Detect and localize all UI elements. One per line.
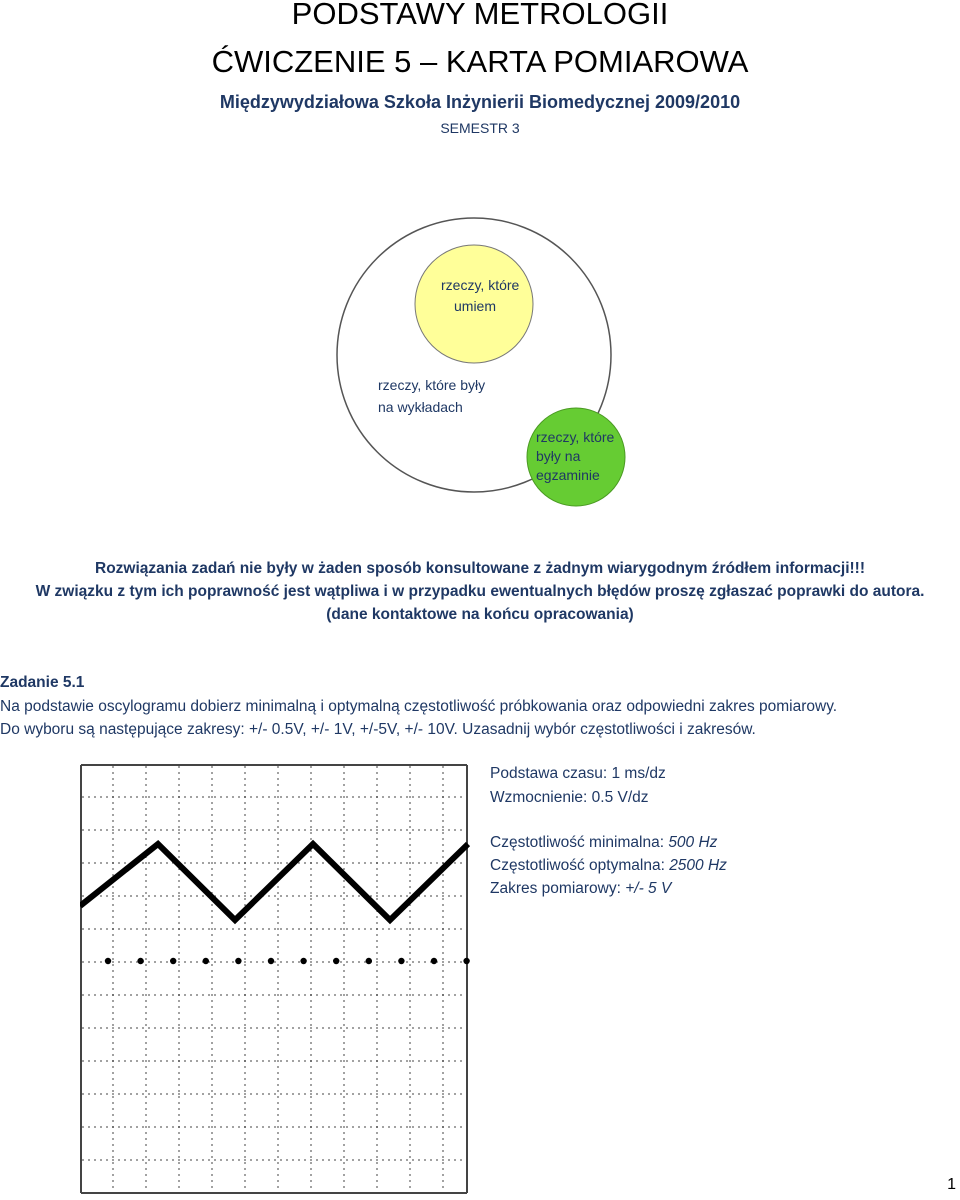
sample-dot	[137, 958, 143, 964]
semester-label: SEMESTR 3	[440, 120, 520, 136]
sample-dot	[431, 958, 437, 964]
sample-dot	[203, 958, 209, 964]
sample-dot	[300, 958, 306, 964]
knowledge-label-line2: umiem	[454, 298, 497, 314]
page-number: 1	[947, 1176, 956, 1193]
min-frequency-value: 500 Hz	[668, 834, 718, 851]
sample-dots	[105, 958, 470, 964]
sample-dot	[105, 958, 111, 964]
sample-dot	[170, 958, 176, 964]
range-value: +/- 5 V	[625, 880, 672, 897]
task-title: Zadanie 5.1	[0, 674, 85, 691]
exam-label-line2: były na	[536, 448, 581, 464]
sample-dot	[463, 958, 469, 964]
opt-frequency-value: 2500 Hz	[669, 857, 727, 874]
oscillogram-grid	[81, 765, 467, 1193]
disclaimer-line2: W związku z tym ich poprawność jest wątpliwa i w przypadku ewentualnych błędów proszę zgłaszać poprawki do autora.	[35, 583, 925, 600]
sample-dot	[398, 958, 404, 964]
disclaimer-line3: (dane kontaktowe na końcu opracowania)	[326, 606, 634, 623]
sample-dot	[235, 958, 241, 964]
document-title-line1: PODSTAWY METROLOGII	[291, 0, 669, 31]
opt-frequency-label: Częstotliwość optymalna:	[490, 857, 670, 874]
lectures-label-line1: rzeczy, które były	[378, 377, 486, 393]
venn-diagram	[330, 208, 640, 518]
task-description-line1: Na podstawie oscylogramu dobierz minimalną i optymalną częstotliwość próbkowania oraz odpowiedni zakres pomiarowy.	[0, 698, 838, 715]
task-description-line2: Do wyboru są następujące zakresy: +/- 0.5V, +/- 1V, +/-5V, +/- 10V. Uzasadnij wybór częstotliwości i zakresów.	[0, 721, 756, 738]
document-title-line2: ĆWICZENIE 5 – KARTA POMIAROWA	[211, 44, 749, 79]
gain-label: Wzmocnienie: 0.5 V/dz	[490, 789, 649, 806]
exam-label-line1: rzeczy, które	[536, 429, 615, 445]
exam-label-line3: egzaminie	[536, 467, 600, 483]
min-frequency-label: Częstotliwość minimalna:	[490, 834, 669, 851]
disclaimer-line1: Rozwiązania zadań nie były w żaden sposób konsultowane z żadnym wiarygodnym źródłem informacji!!!	[95, 560, 865, 577]
sample-dot	[268, 958, 274, 964]
min-frequency-result	[490, 834, 717, 852]
oscillogram	[80, 764, 475, 1196]
knowledge-label-line1: rzeczy, które	[441, 277, 520, 293]
range-result	[490, 880, 671, 898]
sample-dot	[333, 958, 339, 964]
lectures-label-line2: na wykładach	[378, 399, 463, 415]
range-label: Zakres pomiarowy:	[490, 880, 626, 897]
time-base-label: Podstawa czasu: 1 ms/dz	[490, 765, 666, 782]
opt-frequency-result	[490, 857, 727, 875]
document-subtitle: Międzywydziałowa Szkoła Inżynierii Biomedycznej 2009/2010	[219, 92, 741, 112]
sample-dot	[366, 958, 372, 964]
